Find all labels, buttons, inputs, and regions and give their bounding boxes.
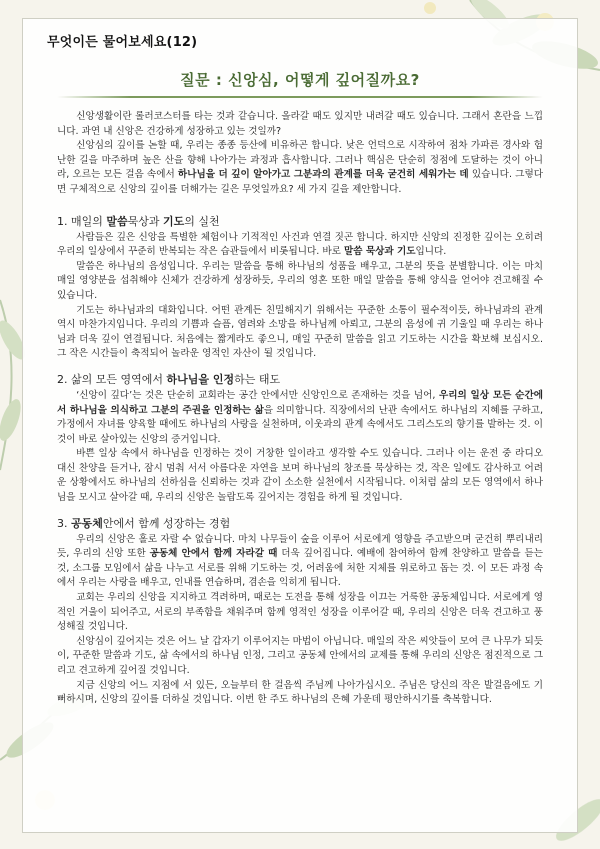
emphasis-text: 공동체 안에서 함께 자라갈 때	[149, 548, 278, 560]
document-page	[22, 18, 578, 833]
section-paragraph: 말씀은 하나님의 음성입니다. 우리는 말씀을 통해 하나님의 성품을 배우고, 그분의 뜻을 분별합니다. 이는 마치 매일 영양분을 섭취해야 신체가 건강하게 성장하듯, 우리의 영혼 또한 매일 말씀을 통해 양식을 얻어야 견고해질 수 있습니다.	[57, 260, 543, 301]
emphasis-text: 하나님을 더 깊이 알아가고 그분과의 관계를 더욱 굳건히 세워가는 데	[177, 169, 469, 181]
intro-paragraph: 신앙생활이란 롤러코스터를 타는 것과 같습니다. 올라갈 때도 있지만 내려갈 때도 있습니다. 그래서 혼란을 느낍니다. 과연 내 신앙은 건강하게 성장하고 있는 것일까?	[57, 111, 543, 137]
emphasis-text: 말씀 묵상과 기도	[343, 246, 416, 258]
section-paragraph: 신앙심이 깊어지는 것은 어느 날 갑자기 이루어지는 마법이 아닙니다. 매일의 작은 씨앗들이 모여 큰 나무가 되듯이, 꾸준한 말씀과 기도, 삶 속에서의 하나님 인정, 그리고 공동체 안에서의 교제를 통해 우리의 신앙은 점진적으로 그리고 견고하게 깊어질 것입니다.	[57, 635, 543, 676]
question-title: 질문 : 신앙심, 어떻게 깊어질까요?	[180, 71, 420, 89]
emphasis-text: 기도	[163, 214, 185, 228]
section-paragraph: 사람들은 깊은 신앙을 특별한 체험이나 기적적인 사건과 연결 짓곤 합니다. 하지만 신앙의 진정한 깊이는 오히려 우리의 일상에서 꾸준히 반복되는 작은 습관들에서 비롯됩니다. 바로 말씀 묵상과 기도입니다.	[57, 231, 543, 258]
section-heading: 1. 매일의 말씀묵상과 기도의 실천	[57, 214, 220, 228]
series-title: 무엇이든 물어보세요(12)	[47, 35, 198, 50]
emphasis-text: 우리의 일상 모든 순간에서 하나님을 의식하고 그분의 주권을 인정하는 삶	[57, 389, 543, 416]
section-paragraph: ‘신앙이 깊다’는 것은 단순히 교회라는 공간 안에서만 신앙인으로 존재하는 것을 넘어, 우리의 일상 모든 순간에서 하나님을 의식하고 그분의 주권을 인정하는 삶을 의미합니다. 직장에서의 난관 속에서도 하나님의 지혜를 구하고, 가정에서 자녀를 양육할 때에도 하나님의 사랑을 실천하며, 이웃과의 관계 속에서도 그리스도의 향기를 발하는 것. 이것이 바로 살아있는 신앙의 증거입니다.	[57, 389, 543, 445]
section-heading: 2. 삶의 모든 영역에서 하나님을 인정하는 태도	[57, 372, 281, 386]
section-paragraph: 지금 신앙의 어느 지점에 서 있든, 오늘부터 한 걸음씩 주님께 나아가십시오. 주님은 당신의 작은 발걸음에도 기뻐하시며, 신앙의 깊이를 더하실 것입니다. 이번 한 주도 하나님의 은혜 가운데 평안하시기를 축복합니다.	[57, 679, 543, 706]
section-paragraph: 우리의 신앙은 홀로 자랄 수 없습니다. 마치 나무들이 숲을 이루어 서로에게 영향을 주고받으며 굳건히 뿌리내리듯, 우리의 신앙 또한 공동체 안에서 함께 자라갈 때 더욱 깊어집니다. 예배에 참여하여 함께 찬양하고 말씀을 듣는 것, 소그룹 모임에서 삶을 나누고 서로를 위해 기도하는 것, 어려움에 처한 지체를 위로하고 돕는 것. 이 모든 과정 속에서 우리는 사랑을 배우고, 인내를 연습하며, 겸손을 익히게 됩니다.	[57, 533, 544, 589]
section-heading: 3. 공동체안에서 함께 성장하는 경험	[57, 516, 231, 530]
article-body	[57, 110, 543, 708]
emphasis-text: 하나님을 인정	[166, 372, 235, 386]
title-divider	[57, 96, 543, 98]
section-paragraph: 기도는 하나님과의 대화입니다. 어떤 관계든 친밀해지기 위해서는 꾸준한 소통이 필수적이듯, 하나님과의 관계 역시 마찬가지입니다. 우리의 기쁨과 슬픔, 염려와 소망을 하나님께 아뢰고, 그분의 음성에 귀 기울일 때 우리는 하나님과 더욱 깊이 연결됩니다. 처음에는 짧게라도 좋으니, 매일 꾸준히 말씀을 읽고 기도하는 시간을 확보해 보십시오. 그 작은 시간들이 축적되어 놀라운 영적인 자산이 될 것입니다.	[57, 304, 543, 360]
emphasis-text: 공동체	[71, 516, 103, 530]
emphasis-text: 말씀	[106, 214, 128, 228]
intro-paragraph: 신앙심의 깊이를 논할 때, 우리는 종종 등산에 비유하곤 합니다. 낮은 언덕으로 시작하여 점차 가파른 경사와 험난한 길을 마주하며 높은 산을 향해 나아가는 과정과 흡사합니다. 그러나 핵심은 단순히 정점에 도달하는 것이 아니라, 오르는 모든 걸음 속에서 하나님을 더 깊이 알아가고 그분과의 관계를 더욱 굳건히 세워가는 데 있습니다. 그렇다면 구체적으로 신앙의 깊이를 더해가는 길은 무엇일까요? 세 가지 길을 제안합니다.	[57, 140, 543, 195]
section-paragraph: 교회는 우리의 신앙을 지지하고 격려하며, 때로는 도전을 통해 성장을 이끄는 거룩한 공동체입니다. 서로에게 영적인 거울이 되어주고, 서로의 부족함을 채워주며 함께 영적인 성장을 이루어갈 때, 우리의 신앙은 더욱 견고하고 풍성해질 것입니다.	[57, 592, 543, 633]
section-paragraph: 바쁜 일상 속에서 하나님을 인정하는 것이 거창한 일이라고 생각할 수도 있습니다. 그러나 이는 운전 중 라디오 대신 찬양을 듣거나, 잠시 멈춰 서서 아름다운 자연을 보며 하나님의 창조를 묵상하는 것, 작은 일에도 감사하고 어려운 상황에서도 하나님의 선하심을 신뢰하는 것과 같이 소소한 실천에서 시작됩니다. 이처럼 삶의 모든 영역에서 하나님을 모시고 살아갈 때, 우리의 신앙은 놀랍도록 깊어지는 경험을 하게 될 것입니다.	[57, 448, 543, 504]
